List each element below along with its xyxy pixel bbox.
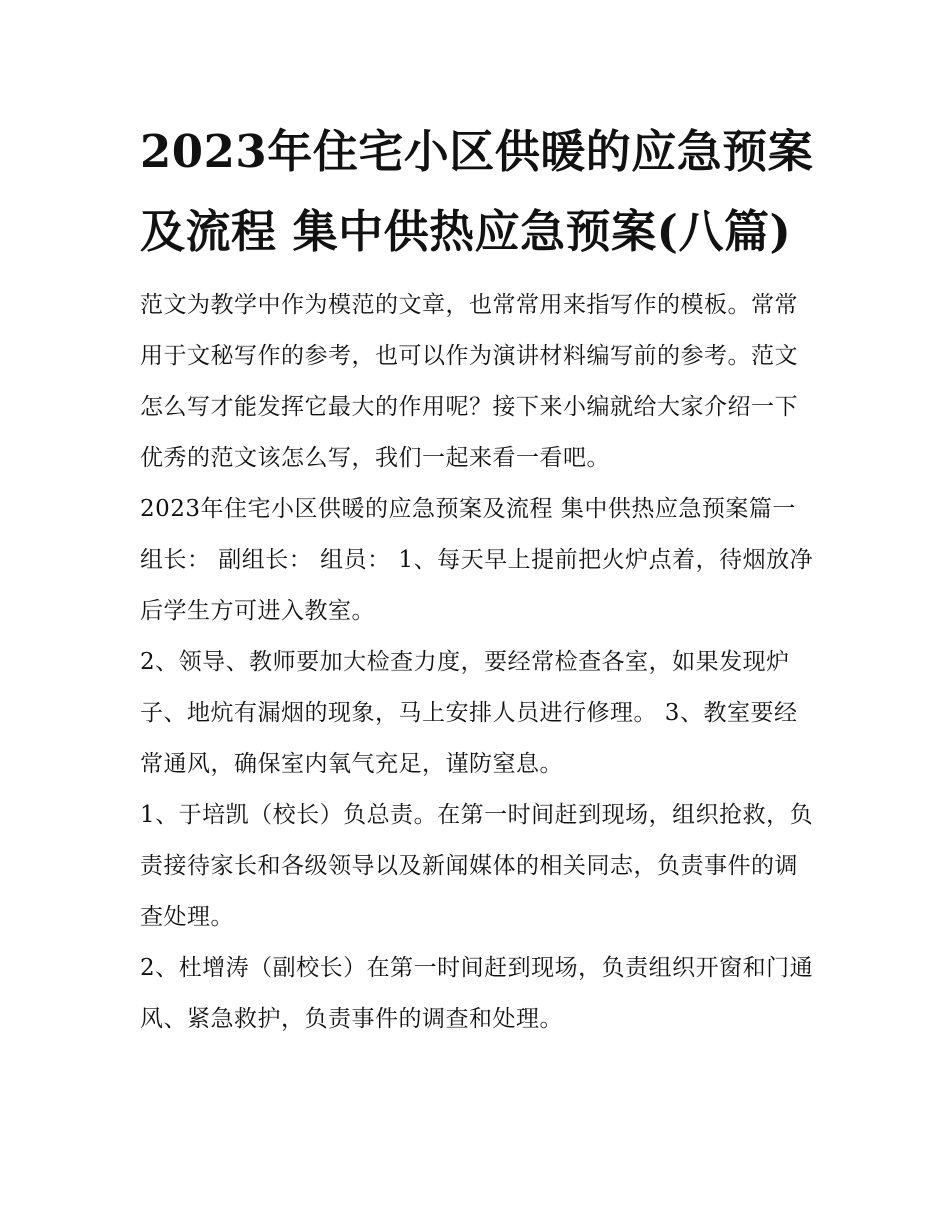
paragraph-principal-duty: 1、于培凯（校长）负总责。在第一时间赶到现场，组织抢救，负责接待家长和各级领导以及新闻媒体的相关同志，负责事件的调查处理。: [140, 802, 814, 930]
document-body: [140, 112, 820, 1045]
paragraph-intro: 范文为教学中作为模范的文章，也常常用来指写作的模板。常常用于文秘写作的参考，也可以作为演讲材料编写前的参考。范文怎么写才能发挥它最大的作用呢？接下来小编就给大家介绍一下优秀的范文该怎么写，我们一起来看一看吧。: [140, 292, 798, 471]
paragraph-vice-principal-duty: 2、杜增涛（副校长）在第一时间赶到现场，负责组织开窗和门通风、紧急救护，负责事件的调查和处理。: [140, 955, 814, 1032]
paragraph-section-one: 2023年住宅小区供暖的应急预案及流程 集中供热应急预案篇一 组长： 副组长： 组员： 1、每天早上提前把火炉点着，待烟放净后学生方可进入教室。: [140, 496, 814, 624]
paragraph-inspection: 2、领导、教师要加大检查力度，要经常检查各室，如果发现炉子、地炕有漏烟的现象，马上安排人员进行修理。 3、教室要经常通风，确保室内氧气充足，谨防窒息。: [140, 649, 798, 777]
document-title: 2023年住宅小区供暖的应急预案及流程 集中供热应急预案(八篇): [140, 125, 814, 258]
